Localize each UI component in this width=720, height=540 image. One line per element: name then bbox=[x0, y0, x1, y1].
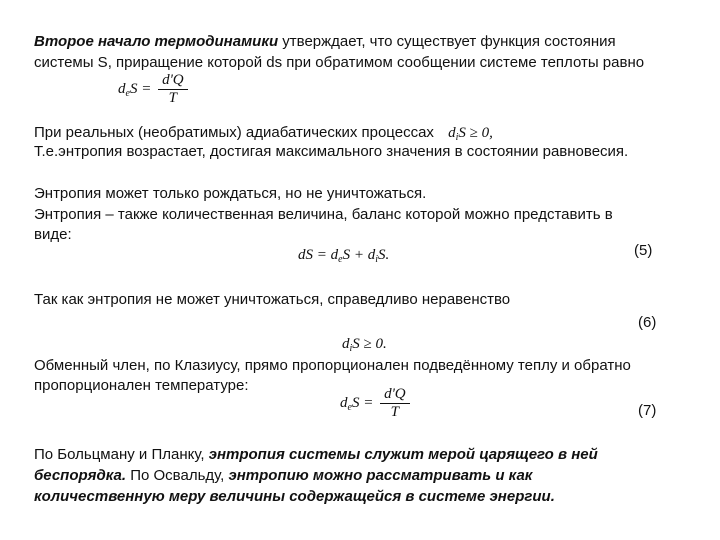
formula-symbol: S + d bbox=[342, 247, 376, 263]
paragraph-boltzmann-line-1 bbox=[34, 446, 598, 464]
formula-symbol: S. bbox=[377, 247, 390, 263]
paragraph-boltzmann-line-3 bbox=[34, 488, 555, 506]
formula-symbol: dS = d bbox=[298, 247, 339, 263]
formula-subscript: i bbox=[455, 132, 459, 143]
fraction-numerator: d'Q bbox=[380, 386, 410, 404]
formula-symbol: S = bbox=[351, 394, 374, 411]
term-second-law: Второе начало термодинамики bbox=[34, 33, 279, 50]
paragraph-clausius-line-2: пропорционален температуре: bbox=[34, 377, 249, 394]
formula-subscript: e bbox=[338, 254, 343, 265]
paragraph-second-law-line-2: системы S, приращение которой ds при обратимом сообщении системе теплоты равно bbox=[34, 54, 645, 71]
formula-symbol: S ≥ 0. bbox=[352, 336, 387, 352]
paragraph-irreversible-line-1 bbox=[34, 124, 493, 142]
paragraph-entropy-born-line-3: виде: bbox=[34, 226, 72, 243]
paragraph-clausius-line-1: Обменный член, по Клазиусу, прямо пропорционален подведённому теплу и обратно bbox=[34, 357, 631, 374]
fraction-numerator: d'Q bbox=[158, 72, 188, 90]
formula-subscript: i bbox=[375, 254, 378, 265]
fraction bbox=[158, 72, 188, 107]
formula-symbol: S = bbox=[129, 80, 152, 97]
formula-entropy-exchange-1 bbox=[118, 72, 188, 107]
text-fragment: По Освальду, bbox=[126, 467, 229, 484]
paragraph-inequality-line-1: Так как энтропия не может уничтожаться, справедливо неравенство bbox=[34, 291, 511, 308]
formula-symbol: d bbox=[342, 336, 350, 352]
formula-subscript: e bbox=[347, 401, 352, 413]
text-fragment: При реальных (необратимых) адиабатических процессах bbox=[34, 124, 434, 141]
equation-number-7: (7) bbox=[638, 402, 657, 419]
paragraph-irreversible-line-2: Т.е.энтропия возрастает, достигая максимального значения в состоянии равновесия. bbox=[34, 143, 629, 160]
fraction-denominator: T bbox=[390, 404, 400, 420]
fraction-denominator: T bbox=[168, 90, 178, 106]
formula-symbol: S ≥ 0, bbox=[458, 125, 493, 141]
formula-symbol: d bbox=[448, 125, 456, 141]
text-fragment: По Больцману и Планку, bbox=[34, 446, 209, 463]
paragraph-entropy-born-line-1: Энтропия может только рождаться, но не уничтожаться. bbox=[34, 185, 427, 202]
formula-symbol: d bbox=[340, 394, 348, 411]
formula-entropy-balance bbox=[298, 247, 389, 264]
paragraph-second-law-line-1 bbox=[34, 33, 616, 51]
equation-number-5: (5) bbox=[634, 242, 653, 259]
emphasis-text: энтропия системы служит мерой царящего в ней bbox=[208, 446, 598, 463]
formula-inequality-inline bbox=[448, 125, 493, 141]
emphasis-text: энтропию можно рассматривать и как bbox=[228, 467, 533, 484]
formula-entropy-exchange-2 bbox=[340, 386, 410, 421]
formula-entropy-production-inequality bbox=[342, 336, 387, 353]
formula-subscript: e bbox=[125, 87, 130, 99]
equation-number-6: (6) bbox=[638, 314, 657, 331]
text-fragment: утверждает, что существует функция состояния bbox=[278, 33, 616, 50]
formula-subscript: i bbox=[349, 343, 353, 354]
paragraph-boltzmann-line-2 bbox=[34, 467, 532, 485]
emphasis-text: беспорядка. bbox=[34, 467, 127, 484]
formula-symbol: d bbox=[118, 80, 126, 97]
fraction bbox=[380, 386, 410, 421]
emphasis-text: количественную меру величины содержащейся в системе энергии. bbox=[34, 488, 555, 505]
paragraph-entropy-born-line-2: Энтропия – также количественная величина, баланс которой можно представить в bbox=[34, 206, 613, 223]
